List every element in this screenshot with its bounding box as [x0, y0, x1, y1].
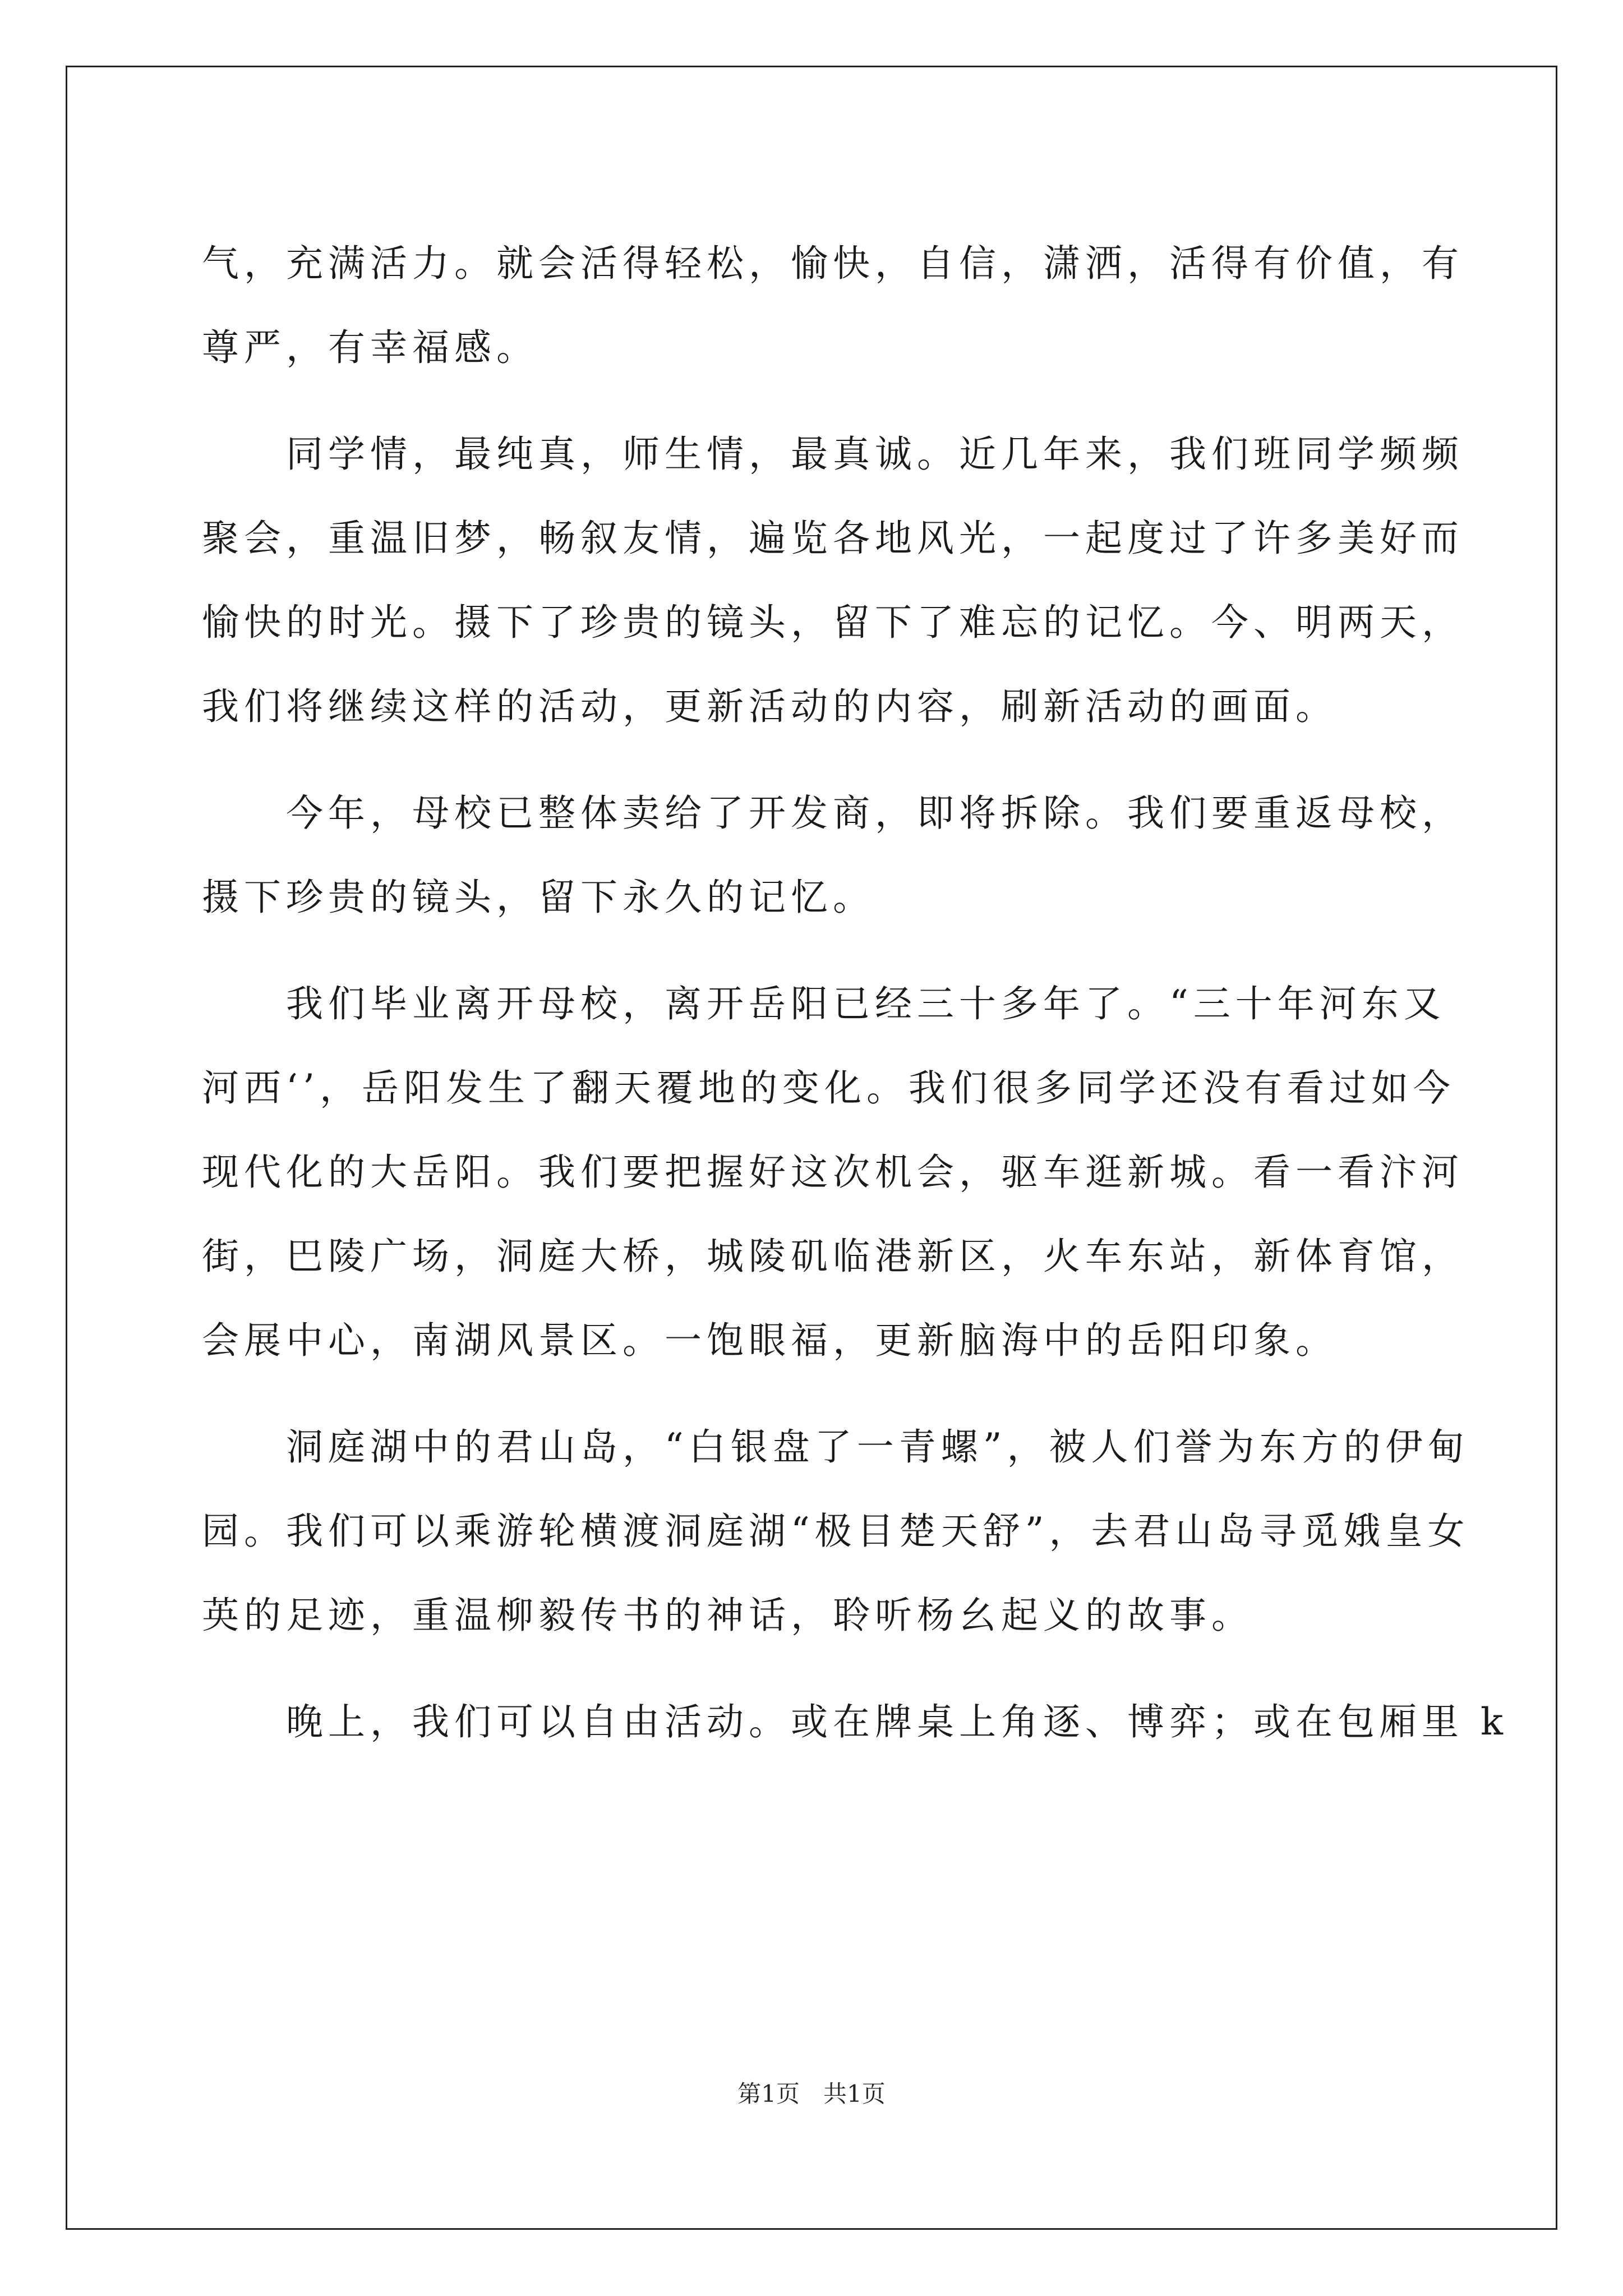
paragraph-3: [202, 771, 1464, 940]
text-line: 晚上，我们可以自由活动。或在牌桌上角逐、博弈；或在包厢里 k: [286, 1700, 1508, 1743]
text-line: 尊严，有幸福感。: [202, 326, 538, 369]
text-line: 现代化的大岳阳。我们要把握好这次机会，驱车逛新城。看一看汴河: [202, 1151, 1464, 1194]
text-line: 同学情，最纯真，师生情，最真诚。近几年来，我们班同学频频: [286, 432, 1464, 476]
text-line: 园。我们可以乘游轮横渡洞庭湖“极目楚天舒”，去君山岛寻觅娥皇女: [202, 1510, 1470, 1553]
text-line: 我们将继续这样的活动，更新活动的内容，刷新活动的画面。: [202, 685, 1338, 728]
text-line: 会展中心，南湖风景区。一饱眼福，更新脑海中的岳阳印象。: [202, 1319, 1338, 1362]
text-line: 我们毕业离开母校，离开岳阳已经三十多年了。“三十年河东又: [286, 982, 1446, 1025]
text-line: 河西‘’，岳阳发生了翻天覆地的变化。我们很多同学还没有看过如今: [202, 1066, 1455, 1110]
paragraph-1: [202, 222, 1464, 390]
text-line: 洞庭湖中的君山岛，“白银盘了一青螺”，被人们誉为东方的伊甸: [286, 1425, 1470, 1469]
text-line: 愉快的时光。摄下了珍贵的镜头，留下了难忘的记忆。今、明两天，: [202, 601, 1464, 644]
text-line: 英的足迹，重温柳毅传书的神话，聆听杨幺起义的故事。: [202, 1594, 1253, 1637]
paragraph-5: [202, 1405, 1470, 1658]
paragraph-6: [202, 1680, 1508, 1764]
text-line: 摄下珍贵的镜头，留下永久的记忆。: [202, 876, 875, 919]
paragraph-4: [202, 962, 1464, 1383]
text-line: 今年，母校已整体卖给了开发商，即将拆除。我们要重返母校，: [286, 792, 1464, 835]
paragraph-2: [202, 412, 1464, 749]
text-line: 气，充满活力。就会活得轻松，愉快，自信，潇洒，活得有价值，有: [202, 242, 1464, 285]
page-number-footer: 第1页 共1页: [737, 2080, 886, 2108]
text-line: 聚会，重温旧梦，畅叙友情，遍览各地风光，一起度过了许多美好而: [202, 517, 1464, 560]
text-line: 街，巴陵广场，洞庭大桥，城陵矶临港新区，火车东站，新体育馆，: [202, 1235, 1464, 1278]
document-body: [202, 222, 1508, 1764]
